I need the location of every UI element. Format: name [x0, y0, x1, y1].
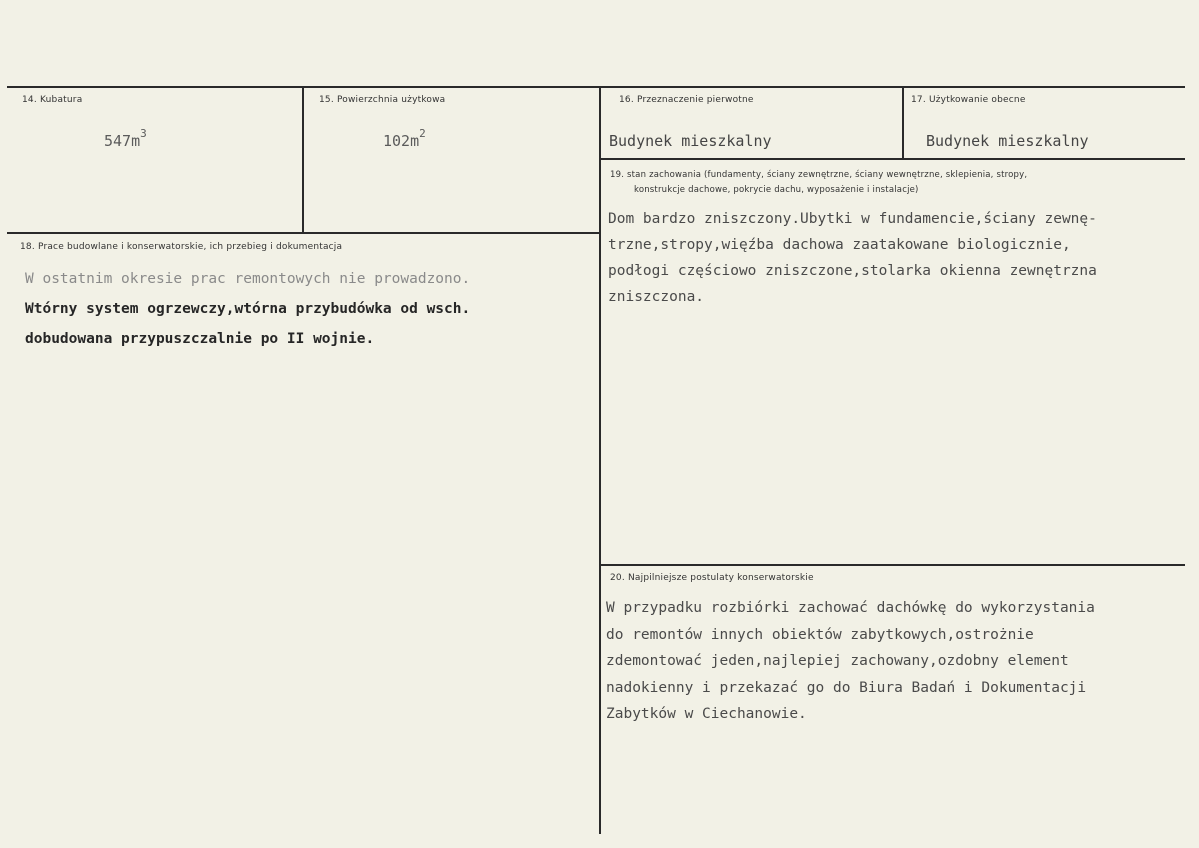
field-18-text: [25, 264, 470, 354]
usable-area-value: 102m: [383, 132, 420, 150]
field-19-label-line2: konstrukcje dachowe, pokrycie dachu, wyposażenie i instalacje): [634, 185, 919, 195]
right-horizontal-line-upper: [601, 158, 1185, 160]
field-17-value: Budynek mieszkalny: [926, 132, 1089, 150]
left-horizontal-line: [7, 232, 599, 234]
field-15-label: 15. Powierzchnia użytkowa: [319, 95, 446, 105]
field-19-line: Dom bardzo zniszczony.Ubytki w fundamencie,ściany zewnę-: [608, 211, 1097, 227]
area-unit-exponent: 2: [419, 127, 426, 140]
field-19-line: trzne,stropy,więźba dachowa zaatakowane biologicznie,: [608, 237, 1071, 253]
field-18-label: 18. Prace budowlane i konserwatorskie, ich przebieg i dokumentacja: [20, 242, 343, 252]
field-20-text: [606, 595, 1095, 728]
field-14-label: 14. Kubatura: [22, 95, 83, 105]
center-divider-line: [599, 88, 601, 834]
field-20-line: zdemontować jeden,najlepiej zachowany,ozdobny element: [606, 653, 1069, 669]
field-16-label: 16. Przeznaczenie pierwotne: [619, 95, 754, 105]
field-18-line: W ostatnim okresie prac remontowych nie prowadzono.: [25, 271, 471, 287]
field-18-line: dobudowana przypuszczalnie po II wojnie.: [25, 331, 375, 347]
field-14-value: [104, 127, 147, 150]
field-20-line: Zabytków w Ciechanowie.: [606, 706, 807, 722]
field-17-label: 17. Użytkowanie obecne: [911, 95, 1026, 105]
left-divider-line: [302, 88, 304, 234]
right-horizontal-line-lower: [601, 564, 1185, 566]
field-20-label: 20. Najpilniejsze postulaty konserwatorskie: [610, 573, 814, 583]
field-19-label-line1: 19. stan zachowania (fundamenty, ściany zewnętrzne, ściany wewnętrzne, sklepienia, stropy,: [610, 170, 1028, 180]
field-19-line: podłogi częściowo zniszczone,stolarka okienna zewnętrzna: [608, 263, 1097, 279]
field-20-line: do remontów innych obiektów zabytkowych,ostrożnie: [606, 626, 1034, 643]
cubature-value: 547m: [104, 132, 141, 150]
cubature-unit-exponent: 3: [140, 127, 147, 140]
field-20-line: W przypadku rozbiórki zachować dachówkę do wykorzystania: [606, 600, 1095, 616]
field-15-value: [383, 127, 426, 150]
field-19-line: zniszczona.: [608, 289, 705, 305]
right-divider-line: [902, 88, 904, 160]
field-19-text: [608, 206, 1097, 310]
field-16-value: Budynek mieszkalny: [609, 132, 772, 150]
field-20-line: nadokienny i przekazać go do Biura Badań i Dokumentacji: [606, 679, 1087, 696]
field-18-line: Wtórny system ogrzewczy,wtórna przybudówka od wsch.: [25, 301, 471, 317]
top-border-line: [7, 86, 1185, 88]
